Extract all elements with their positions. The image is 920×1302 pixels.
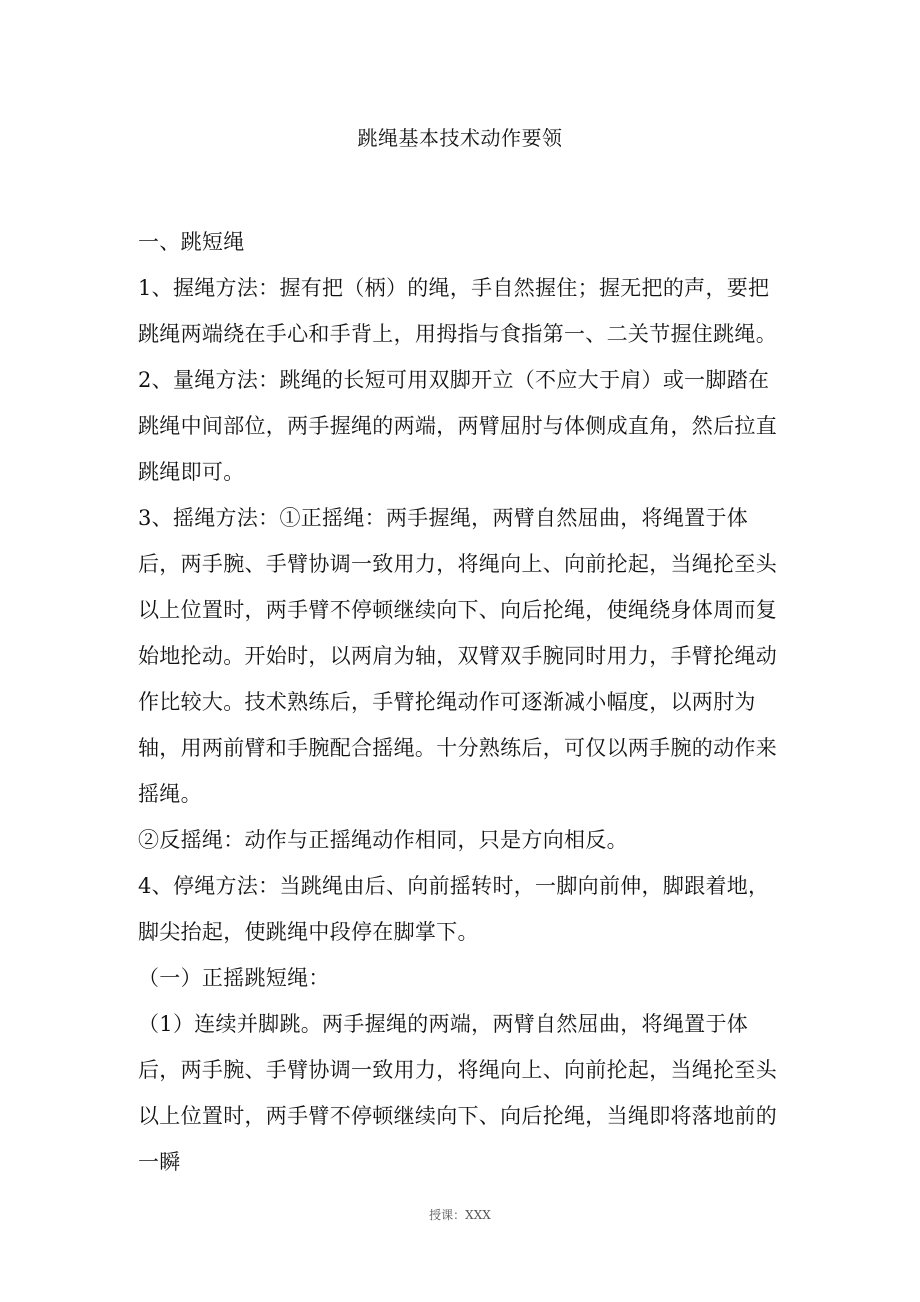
page-footer: 授课：XXX [429,1208,491,1222]
section-heading: 一、跳短绳 [138,230,245,254]
paragraph-measure-method: 2、量绳方法：跳绳的长短可用双脚开立（不应大于肩）或一脚踏在跳绳中间部位，两手握绳的两端，两臂屈肘与体侧成直角，然后拉直跳绳即可。 [138,368,777,484]
paragraph-grip-method: 1、握绳方法：握有把（柄）的绳，手自然握住；握无把的声，要把跳绳两端绕在手心和手背上，用拇指与食指第一、二关节握住跳绳。 [138,276,777,346]
paragraph-reverse-swing: ②反摇绳：动作与正摇绳动作相同，只是方向相反。 [138,828,628,852]
paragraph-stop-method: 4、停绳方法：当跳绳由后、向前摇转时，一脚向前伸，脚跟着地，脚尖抬起，使跳绳中段停在脚掌下。 [138,874,770,944]
paragraph-swing-method: 3、摇绳方法：①正摇绳：两手握绳，两臂自然屈曲，将绳置于体后，两手腕、手臂协调一致用力，将绳向上、向前抡起，当绳抡至头以上位置时，两手臂不停顿继续向下、向后抡绳，使绳绕身体周而复始地抡动。开始时，以两肩为轴，双臂双手腕同时用力，手臂抡绳动作比较大。技术熟练后，手臂抡绳动作可逐渐减小幅度，以两肘为轴，用两前臂和手腕配合摇绳。十分熟练后，可仅以两手腕的动作来摇绳。 [138,506,777,806]
document-body [138,219,788,1185]
subsection-heading: （一）正摇跳短绳： [138,966,330,990]
document-title: 跳绳基本技术动作要领 [357,126,563,150]
paragraph-continuous-jump: （1）连续并脚跳。两手握绳的两端，两臂自然屈曲，将绳置于体后，两手腕、手臂协调一致用力，将绳向上、向前抡起，当绳抡至头以上位置时，两手臂不停顿继续向下、向后抡绳，当绳即将落地前的一瞬 [138,1012,777,1174]
